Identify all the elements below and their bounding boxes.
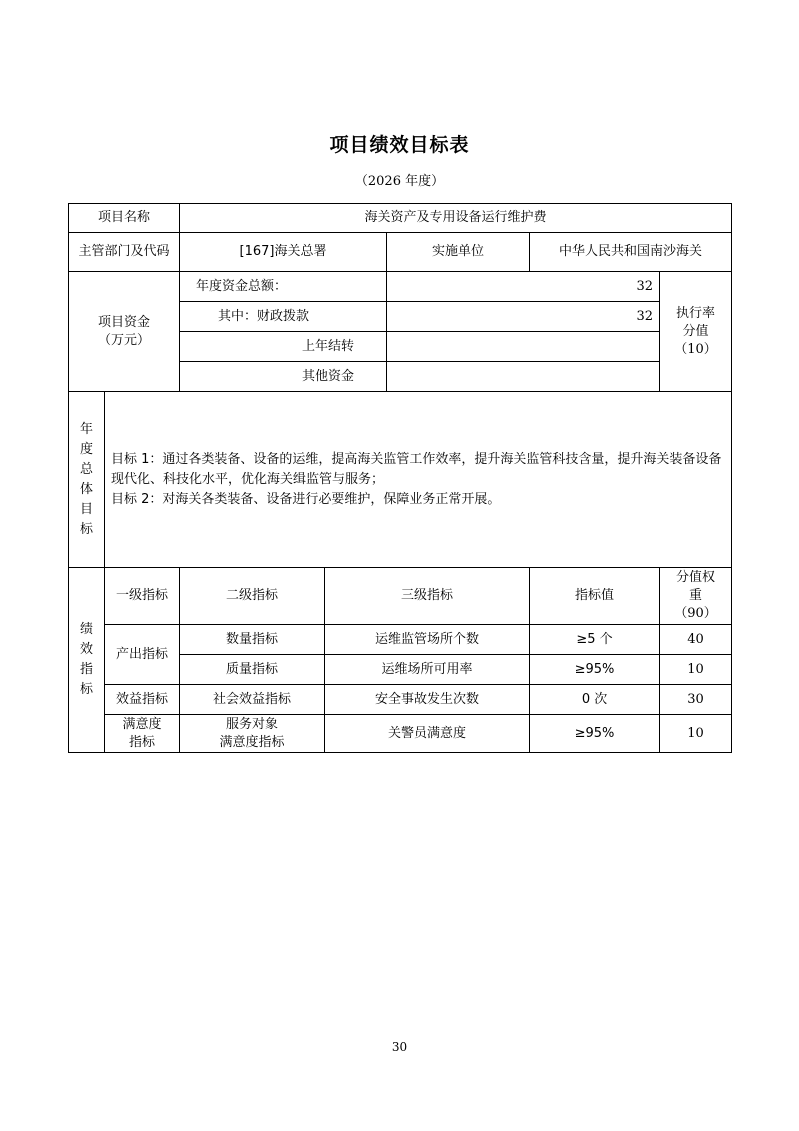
level3-cell: 关警员满意度 [325,715,530,753]
indicators-label-char: 指 [79,662,93,677]
level2-cell: 质量指标 [180,655,325,685]
funds-total-row [69,272,732,302]
project-name-value: 海关资产及专用设备运行维护费 [180,204,732,233]
value-cell: ≥5 个 [530,625,660,655]
value-cell: 0 次 [530,685,660,715]
execution-rate-line-2: 分值 [682,323,709,339]
indicators-label-char: 效 [79,642,93,657]
project-name-row [69,204,732,233]
level2-cell [180,715,325,753]
department-value: [167]海关总署 [180,233,387,272]
execution-rate-line-3: （10） [674,341,717,357]
goal-line-1: 目标 1：通过各类装备、设备的运维，提高海关监管工作效率，提升海关监管科技含量，提升海关装备设备现代化、科技化水平，优化海关缉监管与服务； [111,451,722,487]
goal-text [105,392,732,568]
level3-cell: 运维监管场所个数 [325,625,530,655]
table-row [69,625,732,655]
level1-cell [105,715,180,753]
funds-fiscal-label: 其中：财政拨款 [180,302,387,332]
weight-cell: 10 [660,655,732,685]
department-row [69,233,732,272]
level3-cell: 运维场所可用率 [325,655,530,685]
value-cell: ≥95% [530,715,660,753]
level1-line: 指标 [129,734,156,750]
funds-carryover-label: 上年结转 [180,332,387,362]
level1-line: 满意度 [122,716,162,732]
weight-cell: 10 [660,715,732,753]
implementing-unit-value: 中华人民共和国南沙海关 [530,233,732,272]
goal-row [69,392,732,568]
execution-rate-label [660,272,732,392]
weight-cell: 30 [660,685,732,715]
goal-label-char: 年 [79,421,93,437]
funds-fiscal-value: 32 [387,302,660,332]
header-level1: 一级指标 [105,568,180,625]
header-weight-line-1: 分值权 [676,570,716,585]
header-level2: 二级指标 [180,568,325,625]
header-weight-line-3: （90） [674,606,717,621]
header-weight-line-2: 重 [689,588,703,603]
execution-rate-line-1: 执行率 [676,305,716,321]
funds-carryover-value [387,332,660,362]
level2-line: 满意度指标 [219,734,285,750]
funds-unit-text: （万元） [98,332,151,348]
performance-table [68,203,732,753]
indicators-label-char: 绩 [79,622,93,637]
project-name-label: 项目名称 [69,204,180,233]
funds-total-label: 年度资金总额： [180,272,387,302]
funds-other-value [387,362,660,392]
implementing-unit-label: 实施单位 [387,233,530,272]
funds-other-label: 其他资金 [180,362,387,392]
table-row [69,685,732,715]
level2-cell: 社会效益指标 [180,685,325,715]
page-title: 项目绩效目标表 [329,134,470,156]
value-cell: ≥95% [530,655,660,685]
level2-cell: 数量指标 [180,625,325,655]
department-label: 主管部门及代码 [69,233,180,272]
page-number: 30 [391,1040,408,1054]
indicators-label [69,568,105,753]
weight-cell: 40 [660,625,732,655]
funds-label-text: 项目资金 [98,314,151,330]
funds-label [69,272,180,392]
level1-cell: 产出指标 [105,625,180,685]
indicators-header-row [69,568,732,625]
level1-cell: 效益指标 [105,685,180,715]
indicators-label-char: 标 [79,682,93,697]
header-level3: 三级指标 [325,568,530,625]
goal-line-2: 目标 2：对海关各类装备、设备进行必要维护，保障业务正常开展。 [111,491,501,507]
goal-label-char: 总 [79,461,93,477]
level3-cell: 安全事故发生次数 [325,685,530,715]
header-weight [660,568,732,625]
goal-label-char: 标 [79,521,93,537]
goal-label-char: 体 [79,481,93,497]
funds-total-value: 32 [387,272,660,302]
goal-label-char: 目 [79,501,93,517]
goal-label [69,392,105,568]
page-subtitle: （2026 年度） [354,174,445,189]
table-row [69,715,732,753]
goal-label-char: 度 [79,441,93,457]
header-value: 指标值 [530,568,660,625]
level2-line: 服务对象 [226,716,279,732]
